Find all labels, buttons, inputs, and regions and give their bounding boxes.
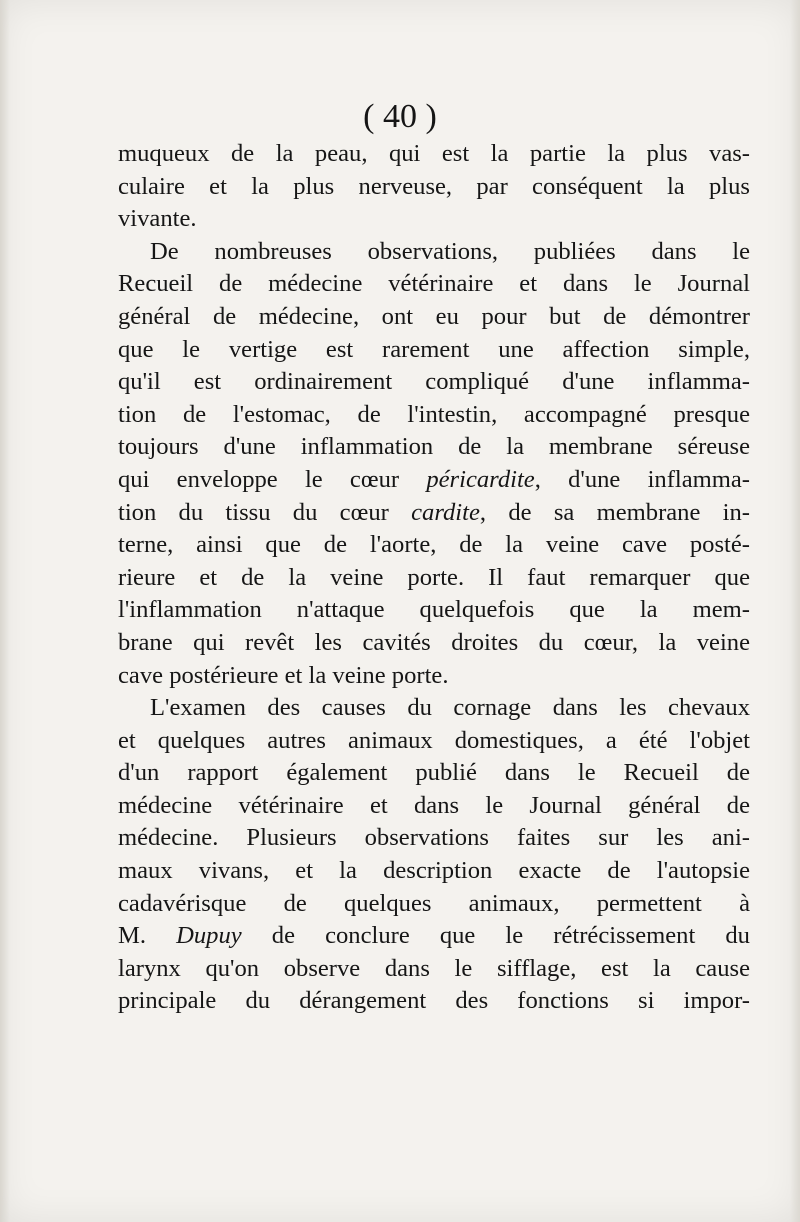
text-line	[118, 301, 750, 334]
text-segment: M.	[118, 922, 177, 950]
italic-text: péricardite	[426, 465, 535, 493]
text-segment: , de sa membrane in-	[479, 498, 750, 526]
text-line	[118, 431, 750, 464]
text-line	[118, 888, 750, 921]
text-line	[118, 464, 750, 497]
page-number: ( 40 )	[363, 98, 437, 135]
text-line	[118, 138, 750, 171]
italic-text: cardite	[411, 498, 480, 526]
text-segment: que le vertige est rarement une affection simple,	[118, 335, 750, 363]
text-segment: brane qui revêt les cavités droites du cœur, la veine	[118, 628, 750, 656]
text-line	[118, 920, 750, 953]
page-right-edge	[790, 0, 800, 1222]
text-segment: rieure et de la veine porte. Il faut remarquer que	[118, 563, 750, 591]
text-line	[118, 790, 750, 823]
text-segment: cave postérieure et la veine porte.	[118, 661, 449, 689]
text-line	[118, 725, 750, 758]
text-segment: qu'il est ordinairement compliqué d'une inflamma-	[118, 368, 750, 396]
text-line	[118, 497, 750, 530]
text-segment: tion du tissu du cœur	[118, 498, 412, 526]
text-segment: qui enveloppe le cœur	[118, 465, 427, 493]
text-segment: médecine. Plusieurs observations faites sur les ani-	[118, 824, 750, 852]
body-text	[118, 138, 750, 1018]
text-segment: médecine vétérinaire et dans le Journal général de	[118, 791, 750, 819]
text-segment: l'inflammation n'attaque quelquefois que la mem-	[118, 596, 750, 624]
text-segment: L'examen des causes du cornage dans les chevaux	[150, 694, 750, 722]
text-segment: Recueil de médecine vétérinaire et dans le Journal	[118, 270, 750, 298]
text-segment: , d'une inflamma-	[534, 465, 751, 493]
text-segment: principale du dérangement des fonctions si impor-	[118, 987, 750, 1015]
text-segment: et quelques autres animaux domestiques, a été l'objet	[118, 726, 750, 754]
page-left-edge	[0, 0, 10, 1222]
text-line	[118, 855, 750, 888]
text-line	[118, 660, 750, 693]
text-segment: tion de l'estomac, de l'intestin, accompagné presque	[118, 400, 750, 428]
text-line	[118, 171, 750, 204]
text-line	[118, 692, 750, 725]
text-segment: cadavérisque de quelques animaux, permettent à	[118, 889, 750, 917]
text-line	[118, 236, 750, 269]
text-segment: de conclure que le rétrécissement du	[241, 922, 750, 950]
text-segment: toujours d'une inflammation de la membrane séreuse	[118, 433, 750, 461]
text-segment: muqueux de la peau, qui est la partie la plus vas-	[118, 140, 750, 167]
text-line	[118, 594, 750, 627]
text-line	[118, 953, 750, 986]
text-line	[118, 268, 750, 301]
text-segment: culaire et la plus nerveuse, par conséquent la plus	[118, 172, 750, 200]
text-line	[118, 757, 750, 790]
text-segment: larynx qu'on observe dans le sifflage, est la cause	[118, 954, 750, 982]
text-segment: vivante.	[118, 205, 197, 233]
text-segment: d'un rapport également publié dans le Recueil de	[118, 759, 750, 787]
text-line	[118, 985, 750, 1018]
text-line	[118, 334, 750, 367]
text-segment: général de médecine, ont eu pour but de démontrer	[118, 302, 750, 330]
text-line	[118, 203, 750, 236]
text-line	[118, 366, 750, 399]
text-line	[118, 562, 750, 595]
text-line	[118, 399, 750, 432]
text-segment: terne, ainsi que de l'aorte, de la veine cave posté-	[118, 531, 750, 559]
text-line	[118, 822, 750, 855]
text-segment: De nombreuses observations, publiées dans le	[150, 237, 750, 265]
text-line	[118, 627, 750, 660]
text-segment: maux vivans, et la description exacte de l'autopsie	[118, 857, 750, 885]
text-line	[118, 529, 750, 562]
italic-text: Dupuy	[176, 922, 242, 950]
